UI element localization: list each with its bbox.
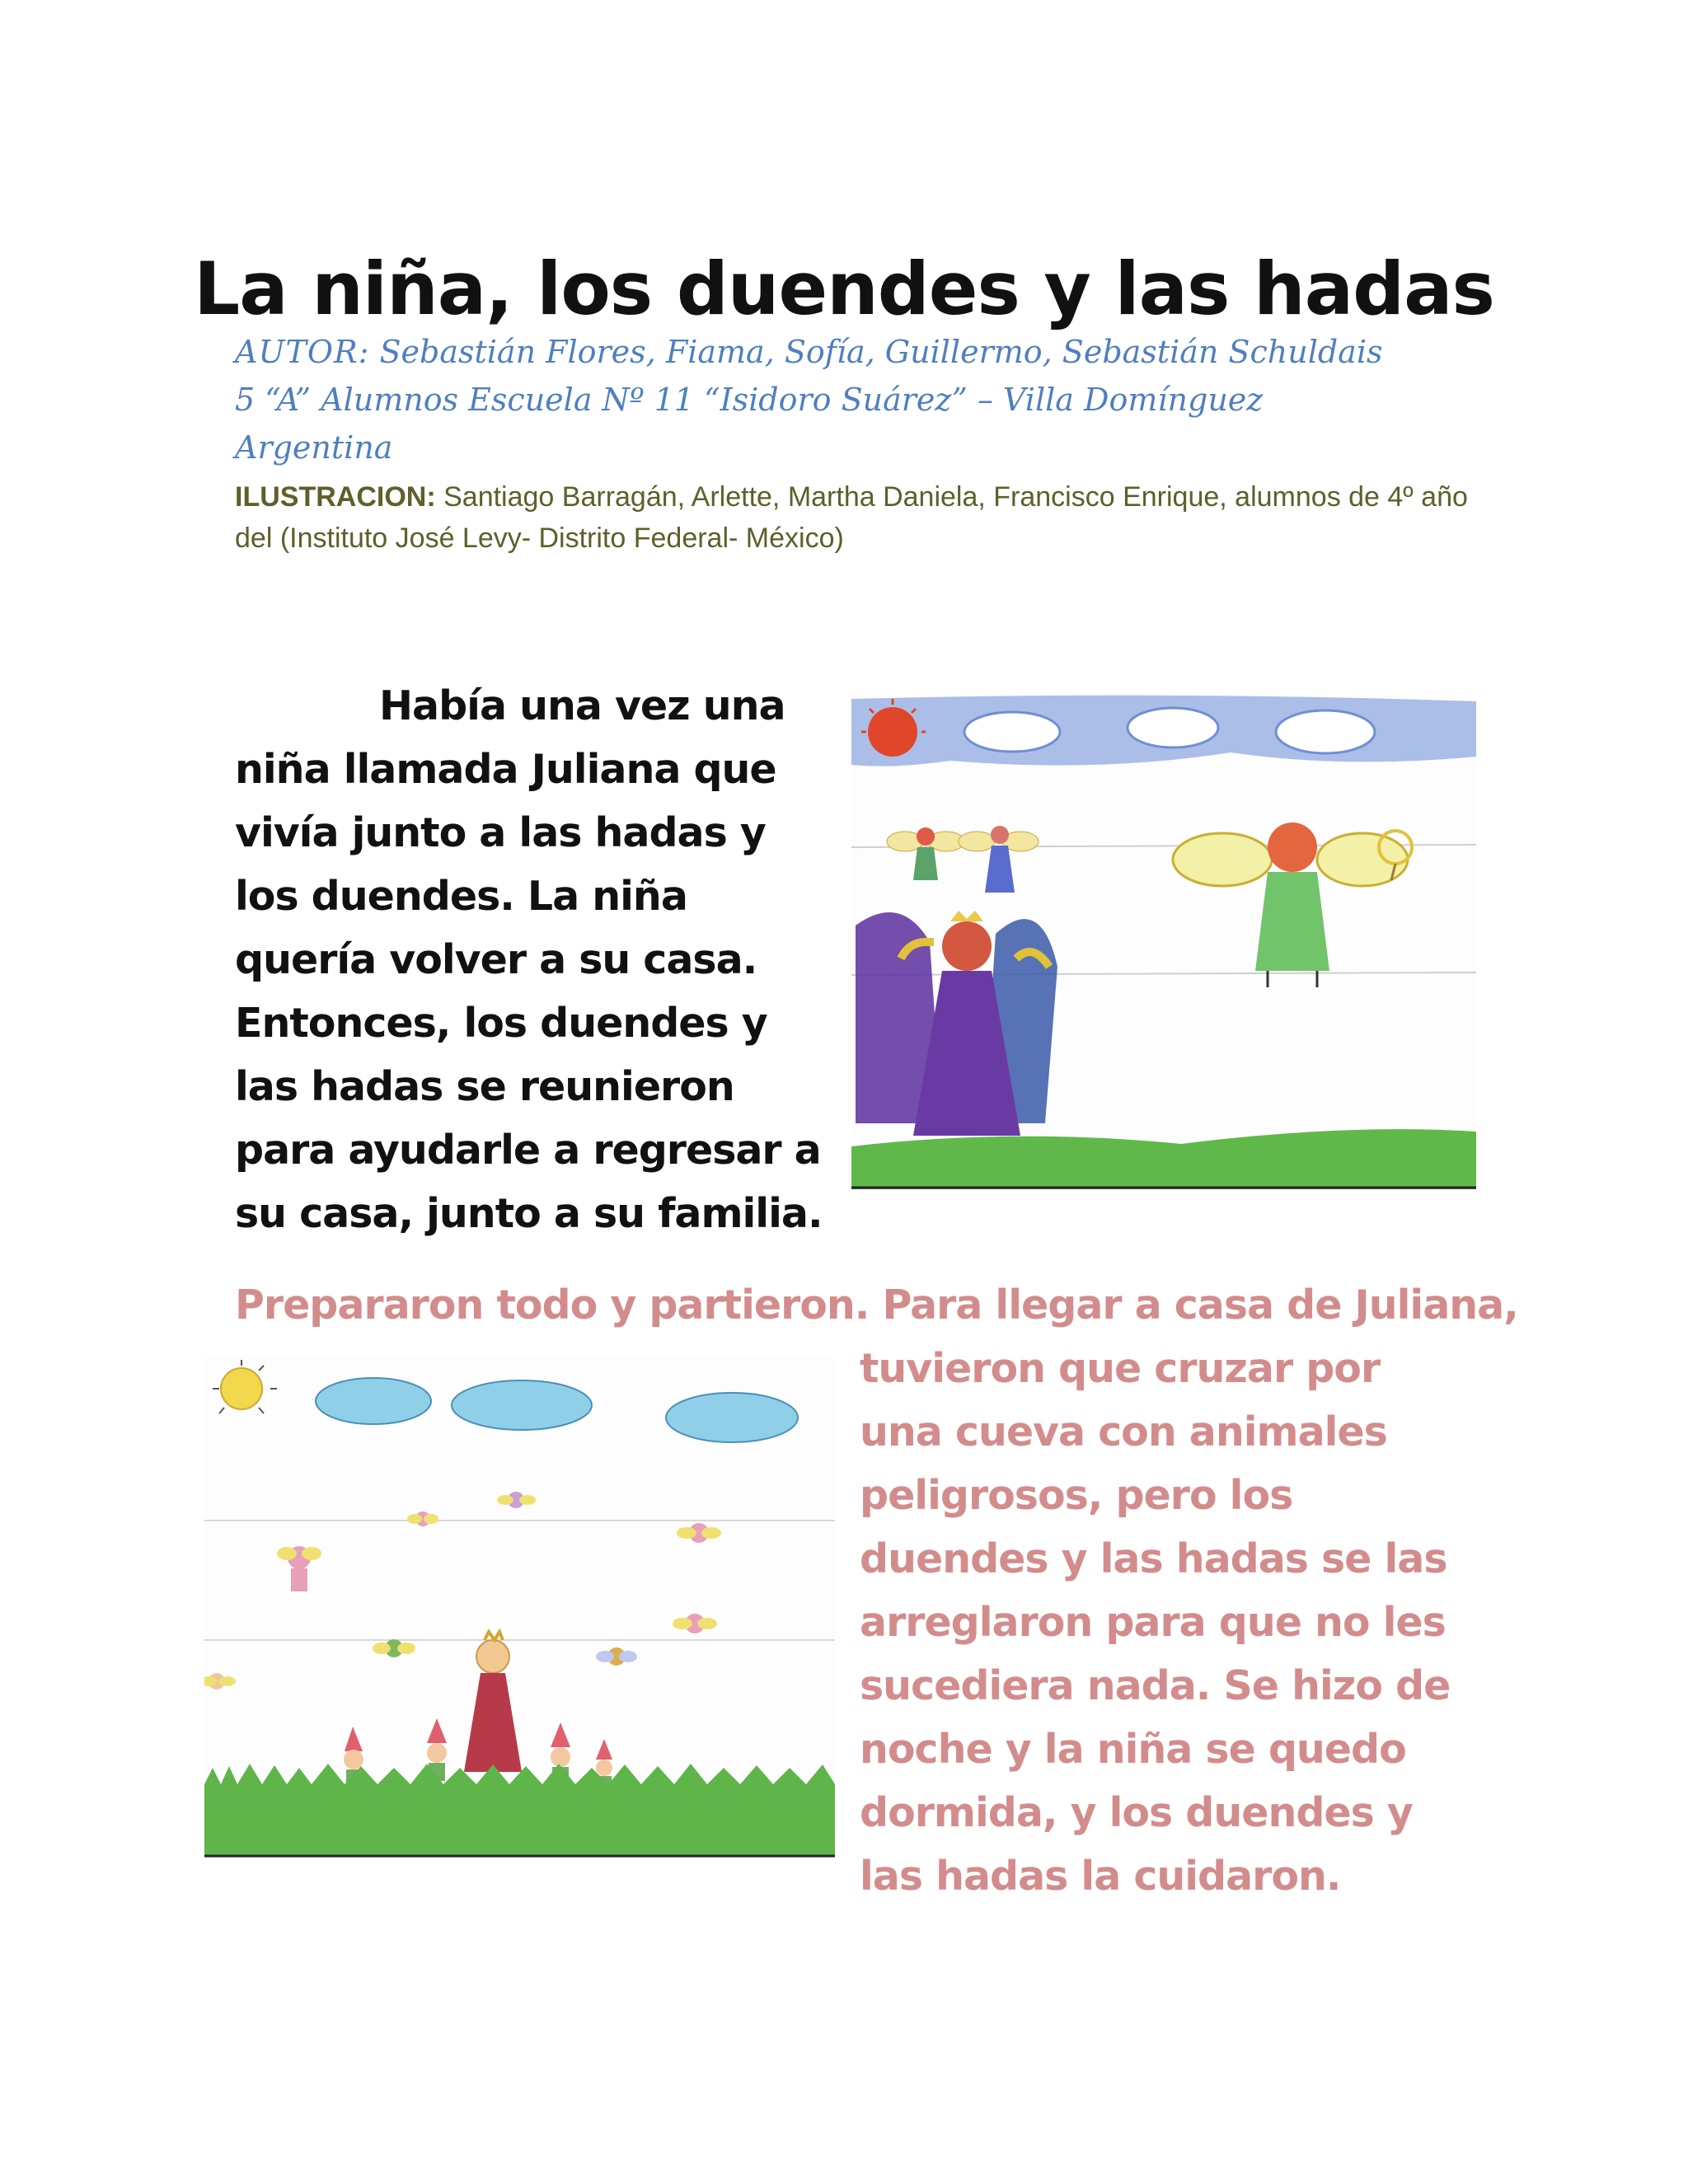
story-paragraph-1: Había una vez una niña llamada Juliana que vivía junto a las hadas y los duendes. La niña quería volver a su casa. Entonces, los duendes y las hadas se reunieron para ayudarle a regresar a su casa, junto a su familia. — [235, 682, 823, 1237]
illustration-credit — [235, 476, 1471, 559]
story-paragraph-2-continued: tuvieron que cruzar por una cueva con animales peligrosos, pero los duendes y las hadas se las arreglaron para que no les sucediera nada. Se hizo de noche y la niña se quedo dormida, y los duendes y las hadas la cuidaron. — [860, 1345, 1451, 1900]
author-names: Sebastián Flores, Fiama, Sofía, Guillermo, Sebastián Schuldais — [379, 334, 1383, 370]
illustration-label: ILUSTRACION: — [235, 481, 436, 513]
illustration-text: Santiago Barragán, Arlette, Martha Daniela, Francisco Enrique, alumnos de 4º año del (Instituto José Levy- Distrito Federal- México) — [235, 481, 1468, 554]
page-title: La niña, los duendes y las hadas — [194, 246, 1494, 331]
author-line — [235, 328, 1471, 376]
credits-block — [235, 328, 1471, 559]
story-paragraph-2-first-line: Prepararon todo y partieron. Para llegar a casa de Juliana, — [235, 1282, 1518, 1329]
meadow-drawing — [204, 1356, 835, 1858]
author-label: AUTOR: — [235, 334, 370, 370]
author-school-line: 5 “A” Alumnos Escuela Nº 11 “Isidoro Suárez” – Villa Domínguez — [235, 382, 1264, 418]
author-country-line: Argentina — [235, 429, 393, 466]
fairy-drawing — [851, 695, 1476, 1191]
